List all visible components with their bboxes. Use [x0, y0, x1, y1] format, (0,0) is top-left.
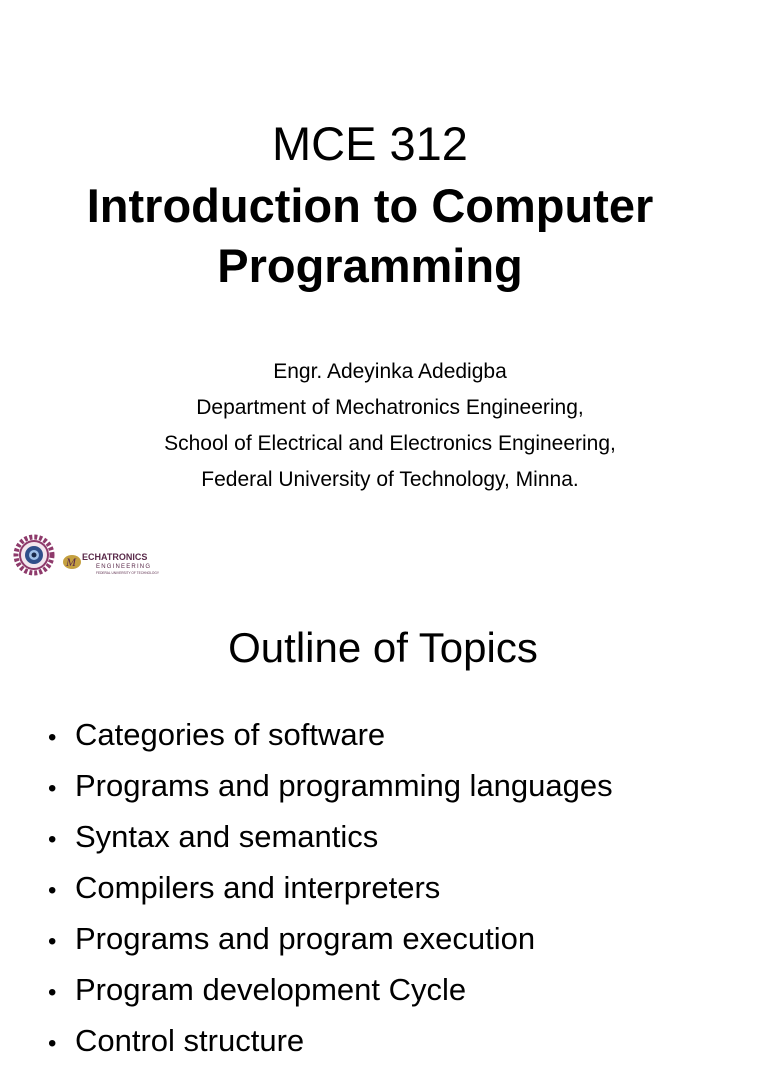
topic-label: Programs and program execution: [75, 921, 536, 956]
course-title: [0, 176, 740, 296]
department-name: Department of Mechatronics Engineering,: [196, 396, 584, 419]
topic-item: [48, 711, 768, 762]
author-name: Engr. Adeyinka Adedigba: [273, 360, 507, 383]
topic-label: Categories of software: [75, 717, 386, 752]
bullet-icon: •: [48, 1030, 57, 1057]
school-name: School of Electrical and Electronics Engineering,: [164, 432, 616, 455]
course-title-line-1: Introduction to Computer: [86, 179, 654, 232]
topic-item: [48, 813, 768, 864]
topic-label: Control structure: [75, 1023, 305, 1058]
topic-label: Programs and programming languages: [75, 768, 613, 803]
course-code: MCE 312: [272, 117, 468, 170]
topic-label: Compilers and interpreters: [75, 870, 441, 905]
bullet-icon: •: [48, 979, 57, 1006]
m-emblem-icon: [63, 555, 81, 569]
author-block: [0, 354, 780, 498]
bullet-icon: •: [48, 928, 57, 955]
topic-label: Syntax and semantics: [75, 819, 379, 854]
topic-item: [48, 864, 768, 915]
bullet-icon: •: [48, 877, 57, 904]
university-name: Federal University of Technology, Minna.: [201, 468, 579, 491]
topic-list: [48, 711, 768, 1068]
bullet-icon: •: [48, 775, 57, 802]
logo-text-sub: ENGINEERING: [96, 564, 152, 570]
bullet-icon: •: [48, 724, 57, 751]
bullet-icon: •: [48, 826, 57, 853]
topic-item: [48, 966, 768, 1017]
topic-item: [48, 762, 768, 813]
topic-item: [48, 1017, 768, 1068]
svg-text:M: M: [66, 555, 76, 569]
logo-text-main: ECHATRONICS: [82, 552, 148, 562]
gear-icon: [16, 537, 52, 573]
logo-text-small: FEDERAL UNIVERSITY OF TECHNOLOGY: [96, 571, 159, 575]
outline-title: Outline of Topics: [228, 624, 538, 671]
mechatronics-logo: [6, 533, 174, 577]
topic-item: [48, 915, 768, 966]
topic-label: Program development Cycle: [75, 972, 467, 1007]
course-title-line-2: Programming: [217, 239, 523, 292]
